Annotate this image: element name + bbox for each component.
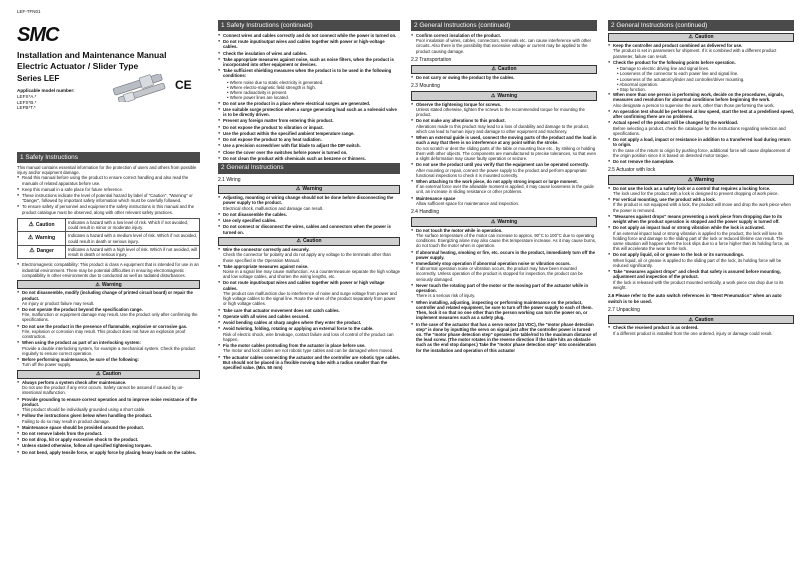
- column-2: [218, 18, 400, 570]
- caution-bar: ⚠ Caution: [218, 237, 400, 246]
- column-1: [17, 150, 200, 570]
- model-1: LEFS*A.*: [17, 94, 37, 100]
- instruction-detail: If an external impact load or strong vibration is applied to the product, the lock will lose its holding force and damage to the sliding part of the lock or reduced lifetime can result. The same situation will happen when the lock slips due to a force higher than its holding force, as this will accelerate the wear to the lock.: [613, 230, 790, 252]
- instruction-item: [411, 33, 597, 54]
- instruction-item: [608, 214, 794, 224]
- instruction-detail: Check the connector for polarity and do not apply any voltage to the terminals other than those specified in the Operation Manual.: [223, 252, 391, 263]
- title-block: [17, 50, 200, 111]
- instruction-heading: Do not apply liquid, oil or grease to the lock or its surroundings.: [613, 252, 745, 258]
- instruction-detail: Noise in a signal line may cause malfunction. As a countermeasure separate the high voltage and low voltage cables, and shorten the wiring lengths, etc.: [223, 269, 400, 280]
- instruction-item: [218, 326, 400, 342]
- bullet-icon: •: [617, 71, 620, 77]
- instruction-item: [17, 413, 200, 423]
- instruction-heading: Do not remove labels from the product.: [22, 430, 103, 436]
- caution-bar: ⚠ Caution: [411, 65, 597, 74]
- instruction-item: ● Take sufficient shielding measures when the product is to be used in the following conditions:: [218, 68, 400, 78]
- warning-triangle-icon: ⚠: [688, 316, 693, 323]
- instruction-heading: Do not use the lock as a safety lock or a control that requires a locking force.: [613, 185, 771, 191]
- instruction-heading: Do not disassemble, modify (including change of printed circuit board) or repair the product.: [22, 290, 193, 301]
- ce-mark: CE: [175, 78, 192, 92]
- warning-triangle-icon: ⚠: [29, 248, 35, 255]
- instruction-item: [17, 437, 200, 442]
- instruction-heading: Observe the tightening torque for screws.: [416, 101, 502, 107]
- instruction-detail: This product should be individually grounded using a short cable.: [22, 407, 146, 413]
- instruction-heading: For vertical mounting, use the product with a lock.: [613, 197, 716, 203]
- instruction-item: [17, 443, 200, 448]
- warning-bar: ⚠ Warning: [411, 91, 597, 100]
- instruction-item: [17, 340, 200, 356]
- subsection-unpacking: 2.7 Unpacking: [608, 307, 640, 314]
- applicable-label: Applicable model number:: [17, 88, 75, 94]
- instruction-item: [411, 102, 597, 118]
- instruction-item: [17, 397, 200, 413]
- instruction-heading: Wire the connector correctly and securely.: [223, 247, 310, 253]
- warning-triangle-icon: ⚠: [95, 371, 101, 378]
- warning-triangle-icon: ⚠: [687, 176, 693, 183]
- instruction-heading: Provide grounding to ensure correct operation and to improve noise resistance of the product.: [22, 396, 198, 407]
- instruction-item: [608, 120, 794, 136]
- instruction-item: [608, 269, 794, 290]
- instruction-heading: If abnormal heating, smoking or fire, etc. occurs in the product, immediately turn off the power supply.: [416, 249, 596, 260]
- section-general-continued-header: 2 General Instructions (continued): [411, 20, 597, 31]
- instruction-item: [17, 324, 200, 340]
- warning-triangle-icon: ⚠: [28, 221, 34, 228]
- instruction-item: ● Do not expose the product to vibration or impact.: [218, 125, 400, 130]
- instruction-heading: Do not drop, hit or apply excessive shock to the product.: [22, 437, 139, 443]
- instruction-item: [608, 186, 794, 196]
- column-4: [608, 18, 794, 570]
- section-safety-continued-header: 1 Safety Instructions (continued): [218, 20, 400, 31]
- instruction-detail: Failing to do so may result in product damage.: [22, 418, 111, 424]
- instruction-detail: Fire, malfunction or equipment damage may result. Use the product only after confirming the specifications.: [22, 312, 198, 323]
- bullet-icon: •: [227, 79, 230, 85]
- instruction-item: ● Do not use the product in a place where electrical surges are generated.: [218, 101, 400, 106]
- series-title: Series LEF: [17, 74, 60, 84]
- hazard-text: Indicates a hazard with a low level of risk. Which if not avoided, could result in minor or moderate injury.: [66, 218, 200, 231]
- model-2: LEFS*B.*: [17, 99, 37, 105]
- instruction-item: [218, 212, 400, 217]
- bullet-icon: •: [617, 66, 620, 72]
- warning-triangle-icon: ⚠: [296, 238, 301, 245]
- instruction-detail: Turn off the power supply.: [22, 362, 72, 368]
- instruction-item: ● Do not expose the product to any heat radiation.: [218, 137, 400, 142]
- safety-bullet: ● Read this manual before using the product to ensure correct handling and also read the manuals of related apparatus before use.: [17, 175, 200, 185]
- instruction-detail: If an external force over the allowable moment is applied, it may cause looseness in the guide unit, an increase in sliding resistance or other problems.: [416, 184, 594, 195]
- instruction-item: [608, 109, 794, 119]
- sub-list-item: • Where electro-magnetic field strength is high.: [227, 84, 316, 90]
- instruction-item: [218, 355, 400, 371]
- instruction-heading: Do not disassemble the cables.: [223, 211, 287, 217]
- instruction-detail: The surface temperature of the motor can increase to approx. 90°C to 100°C due to operating conditions. Energizing alone may also cause this temperature increase. As it may cause burns, do not touch the motor when in operation.: [416, 232, 597, 249]
- instruction-item: [608, 225, 794, 251]
- instruction-item: [218, 280, 400, 306]
- safety-bullet: ● To ensure safety of personnel and equipment the safety instructions in this manual and the product catalogue must be observed, along with other relevant safety practices.: [17, 204, 200, 214]
- instruction-detail: Allow sufficient space for maintenance and inspection.: [416, 200, 520, 206]
- warning-triangle-icon: ⚠: [490, 218, 496, 225]
- instruction-item: [218, 343, 400, 353]
- smc-logo-icon: [17, 24, 81, 44]
- warning-triangle-icon: ⚠: [27, 234, 34, 241]
- instruction-heading: Take "measures against drops" and check that safety is assured before mounting, adjustment and inspection of the product.: [613, 269, 781, 280]
- instruction-item: [411, 261, 597, 282]
- bullet-icon: •: [227, 95, 230, 101]
- instruction-item: [411, 118, 597, 134]
- instruction-item: ● Do not clean the product with chemicals such as benzene or thinners.: [218, 156, 400, 161]
- instruction-detail: Before selecting a product, check the catalogue for the instructions regarding selection and specifications.: [613, 125, 786, 136]
- instruction-detail: After mounting or repair, connect the power supply to the product and perform appropriate functional inspections to check it is mounted correctly.: [416, 167, 587, 178]
- instruction-heading: Do not remove the nameplate.: [613, 159, 675, 165]
- safety-intro: This manual contains essential information for the protection of users and others from possible injury and/or equipment damage.: [17, 164, 197, 176]
- instruction-heading: Do not operate the product beyond the specification range.: [22, 307, 143, 313]
- document-number: LEF-TFN01: [17, 9, 41, 14]
- column-3: [411, 18, 597, 570]
- instruction-item: [608, 159, 794, 164]
- warning-triangle-icon: ⚠: [95, 281, 100, 288]
- safety-bullet: ● Keep this manual in a safe place for future reference.: [17, 187, 200, 192]
- instruction-heading: Do not touch the motor while in operation.: [416, 227, 503, 233]
- warning-bar: ⚠ Warning: [218, 185, 400, 194]
- instruction-heading: Maintenance space: [416, 195, 456, 201]
- instruction-item: [17, 450, 200, 455]
- instruction-item: ● Use a precision screwdriver with flat blade to adjust the DIP switch.: [218, 143, 400, 148]
- sub-list-item: • Where power lines are located.: [227, 95, 289, 101]
- instruction-item: [608, 60, 794, 65]
- instruction-heading: Take appropriate measures against noise.: [223, 263, 309, 269]
- instruction-heading: "Measures against drops" means preventing a work piece from dropping due to its weight when the product operation is stopped and the power supply is turned off.: [613, 213, 783, 225]
- instruction-detail: If the lock is released with the product mounted vertically, a work piece can drop due to its weight.: [613, 279, 784, 290]
- actuator-product-image: [112, 74, 170, 102]
- hazard-row-warning: ⚠ Warning Indicates a hazard with a medium level of risk. Which if not avoided, could result in death or serious injury.: [18, 232, 200, 245]
- instruction-item: [218, 224, 400, 234]
- instruction-item: [411, 322, 597, 353]
- instruction-item: [411, 179, 597, 195]
- instruction-item: [218, 314, 400, 319]
- instruction-heading: Keep the controller and product combined as delivered for use.: [613, 43, 743, 49]
- warning-triangle-icon: ⚠: [688, 34, 693, 41]
- instruction-heading: In the case of the actuator that has a servo motor (24 VDC), the "motor phase detection step" is done by inputting the servo on signal just after the controller power is turned on. The "motor phase detection step" operates the table/rod to the maximum distance of the lead screw. (The motor rotates in the reverse direction if the table hits an obstacle such as the end stop damper.) Take the "motor phase detection step" into consideration for the installation and operation of this actuator: [416, 321, 597, 353]
- bullet-icon: •: [227, 84, 230, 90]
- instruction-detail: The lock used for the product with a lock is designed to prevent dropping of work piece.: [613, 190, 779, 196]
- sub-list-item: • Looseness of the actuator/cylinder and controller/driver mounting.: [617, 76, 745, 82]
- instruction-heading: The actuator cables connecting the actuator and the controller are robotic type cables. But should not be placed in a flexible moving tube with a radius smaller than the specified value. (Min. 50 mm): [223, 354, 400, 370]
- instruction-item: [608, 252, 794, 268]
- instruction-heading: When attaching to the work piece, do not apply strong impact or large moment.: [416, 179, 578, 185]
- instruction-item: ● Take appropriate measures against noise, such as noise filters, when the product is incorporated into other equipment or devices.: [218, 57, 400, 67]
- instruction-heading: When installing, adjusting, inspecting or performing maintenance on the product, controller and related equipment, be sure to turn off the power supply to each of them. Then, lock it so that no one other than the person working can turn the power on, or implement measures such as a safety plug.: [416, 299, 593, 321]
- warning-triangle-icon: ⚠: [491, 66, 496, 73]
- instruction-item: ● Do not route input/output wires and cables together with power or high-voltage cables.: [218, 39, 400, 49]
- instruction-heading: Before performing maintenance, be sure of the following:: [22, 357, 139, 363]
- instruction-detail: Do not scratch or dent the sliding parts of the table or mounting face etc., by striking or holding them with other objects. The components are manufactured to precise tolerances, so that even a slight deformation may cause faulty operation or seizure.: [416, 145, 597, 162]
- applicable-models: [17, 88, 200, 110]
- instruction-item: [218, 264, 400, 280]
- instruction-heading: Do not use the product until you verify that the equipment can be operated correctly.: [416, 162, 589, 168]
- instruction-detail: If abnormal operation noise or vibration occurs, the product may have been mounted incorrectly. Unless operation of the product is stopped for inspection, the product can be seriously damaged.: [416, 266, 583, 282]
- instruction-heading: When an external guide is used, connect the moving parts of the product and the load in such a way that there is no interference at any point within the stroke.: [416, 135, 597, 146]
- instruction-detail: If the product is not equipped with a lock, the product will move and drop the work piece when the power is removed.: [613, 202, 791, 213]
- smc-logo: [17, 24, 81, 51]
- instruction-heading: Take care that actuator movement does not catch cables.: [223, 307, 340, 313]
- instruction-item: [17, 425, 200, 430]
- bullet-icon: •: [617, 81, 620, 87]
- instruction-heading: Avoid bending cables at sharp angles where they enter the product.: [223, 320, 362, 326]
- instruction-item: [411, 135, 597, 161]
- instruction-item: ● Check the insulation of wires and cables.: [218, 51, 400, 56]
- hazard-level-table: [17, 218, 200, 259]
- instruction-heading: Immediately stop operation if abnormal operation noise or vibration occurs.: [416, 260, 571, 266]
- subsection-actuator-with-lock: 2.5 Actuator with lock: [608, 167, 656, 174]
- section-general-continued-header: 2 General Instructions (continued): [608, 20, 794, 31]
- instruction-heading: Do not make any alterations to this product.: [416, 118, 506, 124]
- sub-list-item: • Where noise due to static electricity is generated.: [227, 79, 324, 85]
- instruction-heading: Adjusting, mounting or wiring change should not be done before disconnecting the power supply to the product.: [223, 195, 394, 206]
- instruction-heading: When more than one person is performing work, decide on the procedures, signals, measures and resolution for abnormal conditions before beginning the work.: [613, 92, 784, 103]
- instruction-detail: Fire, explosion or corrosion may result. This product does not have an explosion proof construction.: [22, 328, 186, 340]
- instruction-detail: Do not use the product if any error occurs. Safety cannot be assured if caused by un-intentional malfunction.: [22, 385, 184, 396]
- sub-list-item: • Abnormal operation.: [617, 81, 659, 87]
- warning-triangle-icon: ⚠: [295, 186, 301, 193]
- subsection-mounting: 2.3 Mounting: [411, 83, 440, 90]
- instruction-item: [411, 162, 597, 178]
- instruction-item: ● Prevent any foreign matter from entering this product.: [218, 118, 400, 123]
- instruction-item: ● Use the product within the specified ambient temperature range.: [218, 131, 400, 136]
- instruction-item: [17, 357, 200, 367]
- instruction-item: ● Connect wires and cables correctly and do not connect while the power is turned on.: [218, 33, 400, 38]
- instruction-heading: Do not use the product in the presence of flammable, explosive or corrosive gas.: [22, 323, 188, 329]
- instruction-item: [411, 250, 597, 260]
- instruction-item: [411, 228, 597, 249]
- instruction-item: [218, 247, 400, 263]
- hazard-text: Indicates a hazard with a high level of risk. Which if not avoided, will result in death or serious injury.: [66, 245, 200, 258]
- instruction-detail: The motor and lock cables are not robotic type cables and can be damaged when moved.: [223, 348, 394, 354]
- sub-list-item: • Looseness of the connector to each power line and signal line.: [617, 71, 739, 77]
- instruction-item: [608, 43, 794, 59]
- instruction-heading: Operate with all wires and cables secured.: [223, 313, 310, 319]
- section-safety-header: 1 Safety Instructions: [17, 152, 200, 163]
- safety-bullet: ● These instructions indicate the level of potential hazard by label of "Caution", "Warning" or "Danger", followed by important safety information which must be carefully followed.: [17, 193, 200, 203]
- instruction-detail: Risk of electric shock, wire breakage, contact failure and loss of control of the product can happen.: [223, 331, 394, 342]
- instruction-heading: Do not apply an impact load or strong vibration while the lock is activated.: [613, 225, 765, 231]
- caution-bar: ⚠ Caution: [608, 315, 794, 324]
- bullet-icon: •: [617, 76, 620, 82]
- instruction-item: [411, 196, 597, 206]
- instruction-item: [608, 137, 794, 158]
- instruction-heading: Do not bend, apply tensile force, or apply force by placing heavy loads on the cables.: [22, 449, 197, 455]
- instruction-detail: There is a serious risk of injury.: [416, 293, 476, 299]
- instruction-heading: Use only specified cables.: [223, 218, 277, 224]
- instruction-heading: Follow the instructions given below when handling the product.: [22, 413, 153, 419]
- bullet-icon: •: [617, 86, 620, 92]
- instruction-heading: Check the product for the following points before operation.: [613, 59, 736, 65]
- instruction-item: [218, 195, 400, 211]
- instruction-detail: Alterations made to this product may lead to a loss of durability and damage to the product, which can lead to human injury and damage to other equipment and machinery.: [416, 123, 590, 134]
- instruction-item: [608, 197, 794, 213]
- instruction-heading: Do not apply a load, impact or resistance in addition to a transferred load during return to origin.: [613, 137, 791, 148]
- instruction-detail: Unless stated otherwise, tighten the screws to the recommended torque for mounting the product.: [416, 106, 585, 118]
- section-general-header: 2 General Instructions: [218, 163, 400, 174]
- warning-bar: ⚠ Warning: [17, 280, 200, 289]
- subsection-wiring: 2.1 Wiring: [218, 176, 241, 183]
- transport-item: ● Do not carry or swing the product by the cables.: [411, 75, 597, 80]
- title-line2: Electric Actuator / Slider Type: [17, 60, 139, 71]
- svg-text:SMC: SMC: [17, 24, 59, 44]
- hazard-text: Indicates a hazard with a medium level of risk. Which if not avoided, could result in death or serious injury.: [66, 232, 200, 245]
- bullet-icon: •: [227, 90, 230, 96]
- instruction-heading: Fix the motor cables protruding from the actuator in place before use.: [223, 343, 366, 349]
- instruction-heading: When using the product as part of an interlocking system:: [22, 340, 141, 346]
- title-line1: Installation and Maintenance Manual: [17, 50, 167, 60]
- sub-list-item: • Damage to electric driving line and signal lines.: [617, 66, 710, 72]
- subsection-handling: 2.4 Handling: [411, 209, 440, 216]
- instruction-detail: Provide a double interlocking system, for example a mechanical system. Check the product regularly to ensure correct operation.: [22, 345, 196, 356]
- sub-list-item: • Where radioactivity is present.: [227, 90, 288, 96]
- instruction-heading: Do not connect or disconnect the wires, cables and connectors when the power is turned on.: [223, 224, 391, 235]
- sub-list-item: • Stop function.: [617, 86, 646, 92]
- instruction-detail: The product can malfunction due to interference of noise and surge voltage from power and high voltage cables to the signal line. Route the wires of the product separately from power or high voltage cables.: [223, 290, 397, 307]
- hazard-row-caution: ⚠ Caution Indicates a hazard with a low level of risk. Which if not avoided, could result in minor or moderate injury.: [18, 218, 200, 231]
- instruction-item: [608, 92, 794, 108]
- instruction-heading: Always perform a system check after maintenance.: [22, 379, 127, 385]
- model-3: LEFB*T.*: [17, 105, 36, 111]
- instruction-item: [411, 283, 597, 299]
- instruction-heading: Unless stated otherwise, follow all specified tightening torques.: [22, 443, 152, 449]
- instruction-detail: An injury or product failure may result.: [22, 300, 95, 306]
- instruction-item: [411, 300, 597, 321]
- instruction-heading: Confirm correct insulation of the product.: [416, 32, 501, 38]
- instruction-item: [17, 290, 200, 306]
- instruction-heading: An operation test should be performed at low speed, start the test at a predefined speed, after confirming there are no problems.: [613, 108, 794, 120]
- instruction-detail: Poor insulation of wires, cables, connectors, terminals etc. can cause interference with other circuits. Also there is the possibility that excessive voltage or current may be applied to the product causing damage.: [416, 38, 592, 54]
- instruction-heading: Actual speed of the product will be changed by the workload.: [613, 120, 739, 126]
- instruction-item: ● Use suitable surge protection when a surge generating load such as a solenoid valve is to be directly driven.: [218, 107, 400, 117]
- instruction-item: [17, 307, 200, 323]
- instruction-detail: Also designate a person to supervise the work, other than those performing the work.: [613, 102, 775, 108]
- caution-bar: ⚠ Caution: [17, 370, 200, 379]
- warning-bar: ⚠ Warning: [608, 175, 794, 184]
- instruction-item: [608, 325, 794, 335]
- instruction-item: ● Close the cover over the switches before power is turned on.: [218, 150, 400, 155]
- emc-note: ● Electromagnetic compatibility: This product is class A equipment that is intended for use in an industrial environment. There may be potential difficulties in ensuring electromagnetic compatibility in other environments due to conducted as well as radiated disturbances.: [17, 262, 200, 278]
- instruction-item: [218, 308, 400, 313]
- instruction-item: [218, 320, 400, 325]
- instruction-item: [17, 431, 200, 436]
- warning-bar: ⚠ Warning: [411, 217, 597, 226]
- hazard-row-danger: ⚠ Danger Indicates a hazard with a high level of risk. Which if not avoided, will result in death or serious injury.: [18, 245, 200, 258]
- instruction-detail: When liquid, oil or grease is applied to the sliding part of the lock, its holding force will be reduced significantly.: [613, 257, 782, 268]
- instruction-detail: The product is set in parameters for shipment. If it is combined with a different product parameter, failure can result.: [613, 48, 777, 59]
- subsection-auto-switch: 2.6 Please refer to the auto switch references in "Best Pneumatics" when an auto switch is to be used.: [608, 293, 782, 304]
- instruction-detail: If a different product is installed from the one ordered, injury or damage could result.: [613, 330, 773, 336]
- instruction-heading: Check the received product is as ordered.: [613, 325, 699, 331]
- instruction-heading: Do not route input/output wires and cables together with power or high voltage cables.: [223, 280, 385, 291]
- instruction-detail: In the case of the return to origin by pushing force, additional force will cause displacement of the origin position since it is based on detected motor torque.: [613, 147, 791, 158]
- instruction-item: [218, 218, 400, 223]
- subsection-transportation: 2.2 Transportation: [411, 56, 452, 63]
- instruction-item: [17, 380, 200, 396]
- instruction-heading: Maintenance space should be provided around the product.: [22, 424, 144, 430]
- warning-triangle-icon: ⚠: [490, 93, 496, 100]
- instruction-detail: Electrical shock, malfunction and damage can result.: [223, 205, 324, 211]
- caution-bar: ⚠ Caution: [608, 33, 794, 42]
- instruction-heading: Never touch the rotating part of the motor or the moving part of the actuator while in operation.: [416, 282, 589, 294]
- instruction-heading: Avoid twisting, folding, rotating or applying an external force to the cable.: [223, 326, 374, 332]
